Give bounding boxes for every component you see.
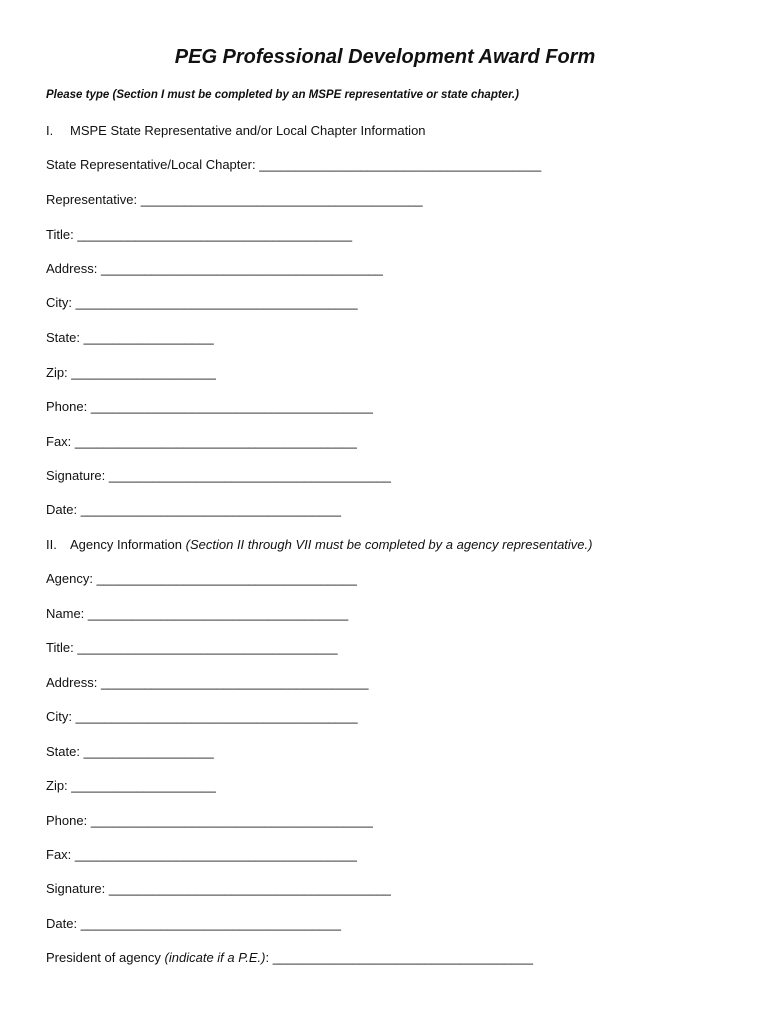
- field-signature[interactable]: [46, 468, 391, 483]
- field-blank[interactable]: ____________________________________: [80, 502, 341, 517]
- field-blank[interactable]: _______________________________________: [74, 434, 357, 449]
- section-2-heading: [46, 537, 592, 552]
- field-agency-zip[interactable]: [46, 778, 216, 793]
- field-label: City:: [46, 709, 72, 724]
- field-blank[interactable]: _______________________________________: [108, 881, 391, 896]
- field-label: Title:: [46, 640, 74, 655]
- field-label: Signature:: [46, 468, 106, 483]
- field-agency-state[interactable]: [46, 744, 214, 759]
- section-2-title: Agency Information: [70, 537, 183, 552]
- field-blank[interactable]: _______________________________________: [100, 261, 383, 276]
- field-agency-phone[interactable]: [46, 813, 373, 828]
- field-zip[interactable]: [46, 365, 216, 380]
- field-label: Date:: [46, 502, 78, 517]
- field-blank[interactable]: __________________: [83, 330, 214, 345]
- field-label: Representative:: [46, 192, 138, 207]
- field-label: Title:: [46, 227, 74, 242]
- field-date[interactable]: [46, 502, 341, 517]
- field-label: Name:: [46, 606, 85, 621]
- field-address[interactable]: [46, 261, 383, 276]
- field-label: Phone:: [46, 399, 88, 414]
- field-agency-fax[interactable]: [46, 847, 357, 862]
- field-phone[interactable]: [46, 399, 373, 414]
- field-blank[interactable]: _______________________________________: [259, 157, 542, 172]
- form-instruction: Please type (Section I must be completed by an MSPE representative or state chapter.): [46, 89, 519, 101]
- field-label: Date:: [46, 916, 78, 931]
- field-blank[interactable]: ____________________: [71, 778, 216, 793]
- field-label: Address:: [46, 261, 98, 276]
- section-2-note: (Section II through VII must be completed by a agency representative.): [185, 537, 593, 552]
- field-label: Phone:: [46, 813, 88, 828]
- field-blank[interactable]: _______________________________________: [75, 709, 358, 724]
- field-blank[interactable]: _______________________________________: [90, 399, 373, 414]
- field-label: Agency:: [46, 571, 93, 586]
- field-agency-address[interactable]: [46, 675, 368, 690]
- field-agency-date[interactable]: [46, 916, 341, 931]
- field-label: Signature:: [46, 881, 106, 896]
- field-agency[interactable]: [46, 571, 357, 586]
- field-label: President of agency: [46, 950, 161, 965]
- field-label: State:: [46, 330, 80, 345]
- field-label: State Representative/Local Chapter:: [46, 157, 256, 172]
- field-label: Address:: [46, 675, 98, 690]
- field-fax[interactable]: [46, 434, 357, 449]
- field-agency-title[interactable]: [46, 640, 338, 655]
- field-colon: :: [265, 950, 270, 965]
- field-agency-city[interactable]: [46, 709, 358, 724]
- field-title[interactable]: [46, 227, 352, 242]
- field-label: Fax:: [46, 847, 72, 862]
- field-label: Zip:: [46, 778, 68, 793]
- field-representative[interactable]: [46, 192, 423, 207]
- field-blank[interactable]: ______________________________________: [77, 227, 353, 242]
- field-blank[interactable]: ____________________________________: [96, 571, 357, 586]
- field-label: City:: [46, 295, 72, 310]
- section-2-number: II.: [46, 537, 57, 552]
- field-note: (indicate if a P.E.): [164, 950, 266, 965]
- field-blank[interactable]: ____________________________________: [77, 640, 338, 655]
- section-1-number: I.: [46, 123, 54, 138]
- field-state-rep-chapter[interactable]: [46, 157, 541, 172]
- field-label: Zip:: [46, 365, 68, 380]
- field-agency-president[interactable]: [46, 950, 533, 965]
- field-blank[interactable]: ____________________: [71, 365, 216, 380]
- field-blank[interactable]: _____________________________________: [100, 675, 369, 690]
- field-city[interactable]: [46, 295, 358, 310]
- field-name[interactable]: [46, 606, 348, 621]
- field-blank[interactable]: _______________________________________: [90, 813, 373, 828]
- field-blank[interactable]: _______________________________________: [74, 847, 357, 862]
- section-1-heading: [46, 123, 426, 138]
- field-label: Fax:: [46, 434, 72, 449]
- field-blank[interactable]: _______________________________________: [140, 192, 423, 207]
- field-blank[interactable]: _______________________________________: [75, 295, 358, 310]
- section-1-title: MSPE State Representative and/or Local Chapter Information: [70, 123, 426, 138]
- field-label: State:: [46, 744, 80, 759]
- field-agency-signature[interactable]: [46, 881, 391, 896]
- field-blank[interactable]: ____________________________________: [80, 916, 341, 931]
- form-title: PEG Professional Development Award Form: [174, 46, 596, 68]
- field-blank[interactable]: _______________________________________: [108, 468, 391, 483]
- field-blank[interactable]: ____________________________________: [87, 606, 349, 621]
- field-blank[interactable]: ____________________________________: [272, 950, 533, 965]
- field-state[interactable]: [46, 330, 214, 345]
- field-blank[interactable]: __________________: [83, 744, 214, 759]
